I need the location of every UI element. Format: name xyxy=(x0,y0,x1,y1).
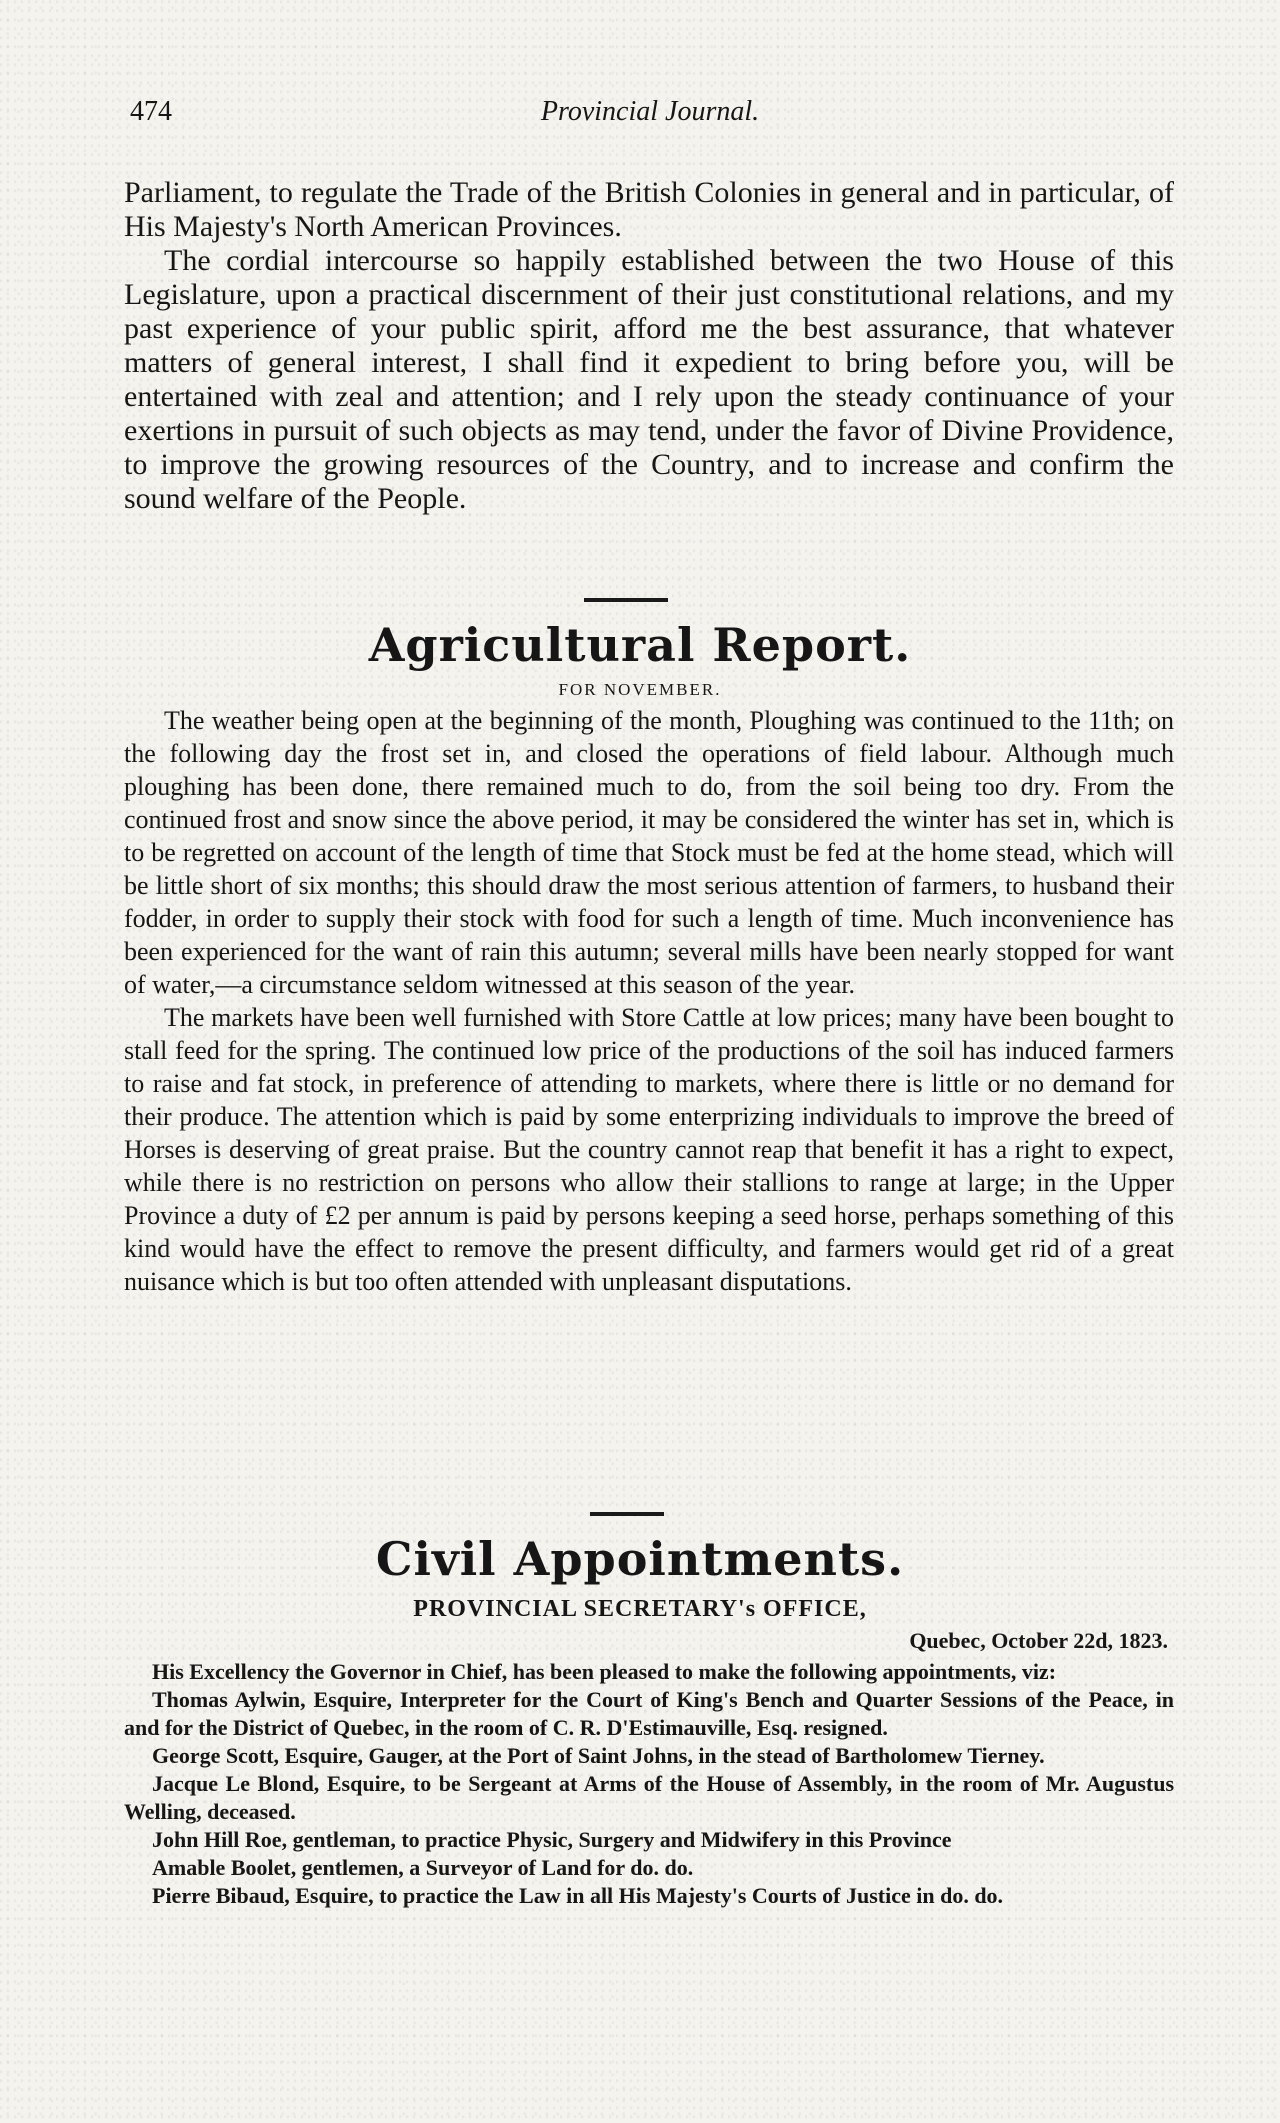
agricultural-report-text xyxy=(124,704,1174,1298)
page-header xyxy=(120,96,1180,136)
page-number: 474 xyxy=(130,96,172,127)
appointment-item: Pierre Bibaud, Esquire, to practice the Law in all His Majesty's Courts of Justice in do. do. xyxy=(152,1883,1004,1908)
appointment-item: Thomas Aylwin, Esquire, Interpreter for the Court of King's Bench and Quarter Sessions of the Peace, in and for the District of Quebec, in the room of C. R. D'Estimauville, Esq. resigned. xyxy=(124,1687,1174,1740)
appointment-item: John Hill Roe, gentleman, to practice Physic, Surgery and Midwifery in this Province xyxy=(152,1827,952,1852)
office-heading: PROVINCIAL SECRETARY's OFFICE, xyxy=(413,1596,867,1622)
agricultural-report-subtitle: FOR NOVEMBER. xyxy=(558,680,722,699)
appointments-intro: His Excellency the Governor in Chief, has been pleased to make the following appointments, viz: xyxy=(152,1659,1057,1684)
section-rule xyxy=(590,1512,664,1516)
speech-text xyxy=(124,176,1174,516)
agricultural-report-title: Agricultural Report. xyxy=(368,618,912,672)
dateline: Quebec, October 22d, 1823. xyxy=(909,1628,1168,1653)
appointments-list xyxy=(124,1658,1174,1910)
section-rule xyxy=(584,598,668,602)
running-head: Provincial Journal. xyxy=(540,96,760,127)
speech-paragraph-2: The cordial intercourse so happily established between the two House of this Legislature, upon a practical discernment of their just constitutional relations, and my past experience of your public spirit, afford me the best assurance, that whatever matters of general interest, I shall find it expedient to bring before you, will be entertained with zeal and attention; and I rely upon the steady continuance of your exertions in pursuit of such objects as may tend, under the favor of Divine Providence, to improve the growing resources of the Country, and to increase and confirm the sound welfare of the People. xyxy=(124,244,1174,515)
appointment-item: Amable Boolet, gentlemen, a Surveyor of Land for do. do. xyxy=(152,1855,694,1880)
speech-paragraph-1: Parliament, to regulate the Trade of the British Colonies in general and in particular, of His Majesty's North American Provinces. xyxy=(124,176,1174,243)
civil-appointments-title: Civil Appointments. xyxy=(375,1532,905,1586)
appointment-item: Jacque Le Blond, Esquire, to be Sergeant at Arms of the House of Assembly, in the room of Mr. Augustus Welling, deceased. xyxy=(124,1771,1174,1824)
agricultural-paragraph-2: The markets have been well furnished with Store Cattle at low prices; many have been bought to stall feed for the spring. The continued low price of the productions of the soil has induced farmers to raise and fat stock, in preference of attending to markets, where there is little or no demand for their produce. The attention which is paid by some enterprizing individuals to improve the breed of Horses is deserving of great praise. But the country cannot reap that benefit it has a right to expect, while there is no restriction on persons who allow their stallions to range at large; in the Upper Province a duty of £2 per annum is paid by persons keeping a seed horse, perhaps something of this kind would have the effect to remove the present difficulty, and farmers would get rid of a great nuisance which is but too often attended with unpleasant disputations. xyxy=(124,1003,1174,1296)
appointment-item: George Scott, Esquire, Gauger, at the Port of Saint Johns, in the stead of Bartholomew Tierney. xyxy=(152,1743,1045,1768)
agricultural-paragraph-1: The weather being open at the beginning of the month, Ploughing was continued to the 11th; on the following day the frost set in, and closed the operations of field labour. Although much ploughing has been done, there remained much to do, from the soil being too dry. From the continued frost and snow since the above period, it may be considered the winter has set in, which is to be regretted on account of the length of time that Stock must be fed at the home stead, which will be little short of six months; this should draw the most serious attention of farmers, to husband their fodder, in order to supply their stock with food for such a length of time. Much inconvenience has been experienced for the want of rain this autumn; several mills have been nearly stopped for want of water,—a circumstance seldom witnessed at this season of the year. xyxy=(124,706,1174,999)
